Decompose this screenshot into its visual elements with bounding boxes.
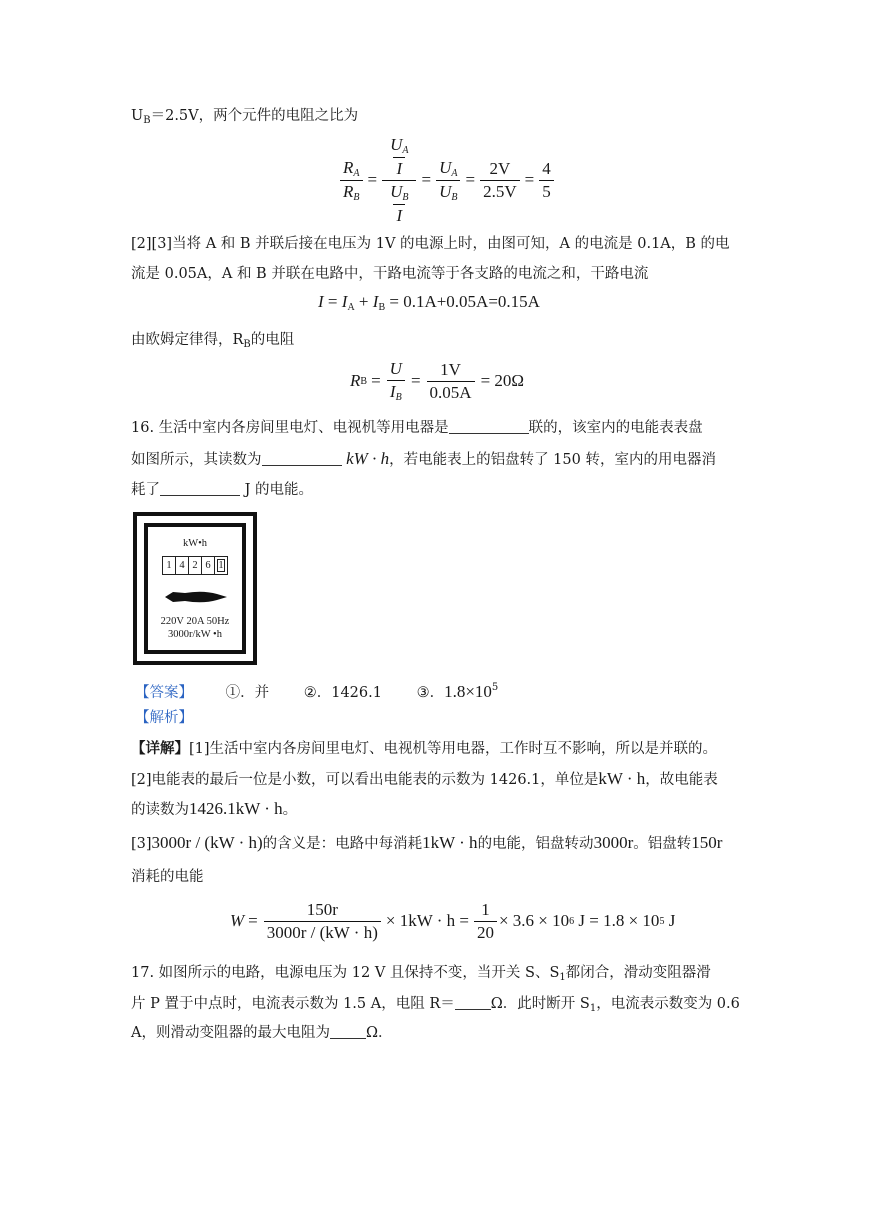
detail-line: 的读数为1426.1kW · h。 — [131, 799, 298, 818]
detail-line: 消耗的电能 — [131, 869, 204, 885]
meter-digit: 2 — [189, 557, 202, 574]
analysis-label: 【解析】 — [135, 710, 193, 726]
text-line: 由欧姆定律得，$R_B$的电阻 — [131, 332, 295, 350]
detail-line: [3]3000r / (kW · h)的含义是：电路中每消耗1kW · h的电能，铝盘转动3000r。铝盘转150r — [131, 833, 723, 852]
meter-digit: 1 — [163, 557, 176, 574]
detail-line: 【详解】[1]生活中室内各房间里电灯、电视机等用电器，工作时互不影响，所以是并联的。 — [131, 740, 718, 757]
question-17-line: 片 P 置于中点时，电流表示数为 1.5 A，电阻 R＝ Ω．此时断开 $S_1$，电流表示数变为 0.6 — [131, 996, 740, 1014]
question-16-line: 耗了 J 的电能。 — [131, 482, 314, 498]
resistance-equation: R B = $\frac{U}{I_B}$ = $\frac{1V}{0.05A}$ = 20Ω — [350, 359, 525, 403]
text-line: $U_B=2.5V$，两个元件的电阻之比为 — [131, 108, 359, 126]
answer-blank[interactable] — [455, 995, 491, 1010]
answer-blank[interactable] — [330, 1024, 366, 1039]
rotating-disc-icon — [163, 588, 229, 606]
text-line: 流是 0.05A，A 和 B 并联在电路中，干路电流等于各支路的电流之和，干路电流 — [131, 266, 649, 282]
question-17-line: A，则滑动变阻器的最大电阻为 Ω． — [131, 1025, 393, 1041]
text-line: [2][3]当将 A 和 B 并联后接在电压为 1V 的电源上时，由图可知，A 的电流是 0.1A，B 的电 — [131, 236, 730, 252]
meter-digit: 6 — [202, 557, 215, 574]
question-17-line: 17. 如图所示的电路，电源电压为 12 V 且保持不变，当开关 S、$S_1$都闭合，滑动变阻器滑 — [131, 965, 711, 983]
meter-digits — [162, 556, 228, 575]
energy-equation: W = $\frac{150r}{3000r / (kW \cdot h)}$ × 1kW · h = $\frac{1}{20}$ × 3.6 × 10 6 J = 1.8 × 10 5 J — [230, 899, 676, 942]
detail-line: [2]电能表的最后一位是小数，可以看出电能表的示数为 1426.1，单位是kW · h，故电能表 — [131, 769, 718, 788]
answer-blank[interactable] — [160, 481, 240, 496]
answer-line: 【答案】 ①．并 ②．1426.1 ③．$1.8\times 10^5$ — [135, 682, 499, 701]
meter-unit: kW•h — [182, 538, 208, 549]
question-16-line: 如图所示，其读数为 kW · h，若电能表上的铝盘转了 150 转，室内的用电器消 — [131, 449, 716, 468]
meter-digit-decimal: 1 — [215, 557, 227, 574]
meter-spec-1: 220V 20A 50Hz — [160, 616, 230, 627]
ratio-equation: $\frac{R_A}{R_B}$ = $\frac{\frac{U_A}{I}}{\frac{U_B}{I}}$ = $\frac{U_A}{U_B}$ = $\frac{2V}{2.5V}$ = $\frac{4}{5}$ — [338, 138, 556, 222]
question-16-line: 16. 生活中室内各房间里电灯、电视机等用电器是 联的，该室内的电能表表盘 — [131, 420, 703, 436]
current-equation: $I = I_A + I_B = 0.1A+0.05A=0.15A$ — [318, 292, 540, 313]
answer-blank[interactable] — [262, 451, 342, 466]
meter-digit: 4 — [176, 557, 189, 574]
meter-spec-2: 3000r/kW •h — [168, 629, 222, 640]
answer-blank[interactable] — [449, 419, 529, 434]
electric-meter-figure — [133, 512, 257, 665]
